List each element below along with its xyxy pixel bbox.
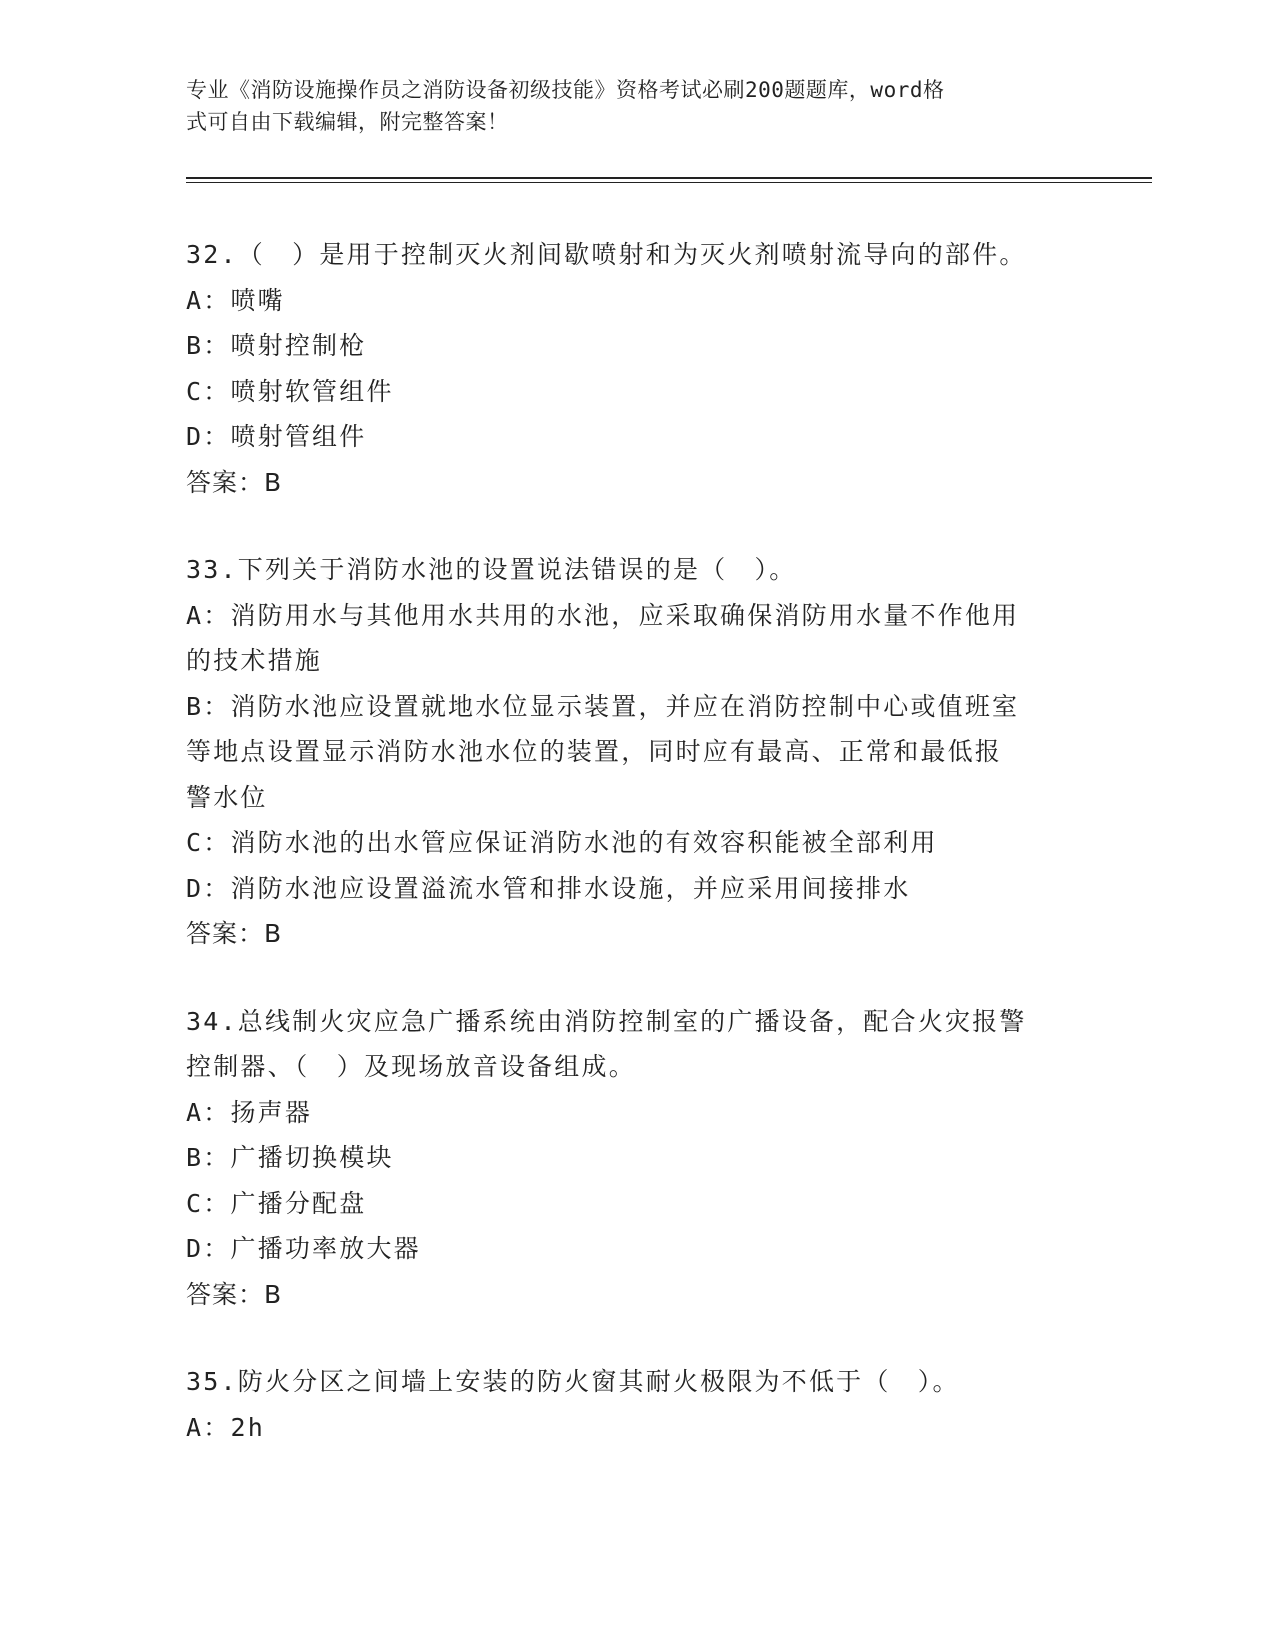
option-c: C：喷射软管组件 <box>186 376 394 406</box>
option-d: D：广播功率放大器 <box>186 1234 421 1263</box>
option-a: A：喷嘴 <box>186 285 285 315</box>
answer-label: 答案：B <box>186 1279 283 1309</box>
question-stem: 32.（ ）是用于控制灭火剂间歇喷射和为灭火剂喷射流导向的部件。 <box>186 240 1027 269</box>
question-stem: 33.下列关于消防水池的设置说法错误的是（ ）。 <box>186 555 797 584</box>
question-stem: 34.总线制火灾应急广播系统由消防控制室的广播设备，配合火灾报警 <box>186 1006 1027 1036</box>
option-d: D：消防水池应设置溢流水管和排水设施，并应采用间接排水 <box>186 873 911 903</box>
question-stem: 35.防火分区之间墙上安装的防火窗其耐火极限为不低于（ ）。 <box>186 1367 960 1396</box>
option-b-continued: 警水位 <box>186 782 268 812</box>
question-item <box>186 1359 1086 1450</box>
option-a-continued: 的技术措施 <box>186 646 323 675</box>
question-stem-continued: 控制器、（ ）及现场放音设备组成。 <box>186 1052 636 1081</box>
answer-label: 答案：B <box>186 919 283 948</box>
document-header <box>186 74 1066 138</box>
option-c: C：广播分配盘 <box>186 1188 367 1218</box>
option-d: D：喷射管组件 <box>186 422 367 451</box>
question-item <box>186 999 1086 1318</box>
option-b-continued: 等地点设置显示消防水池水位的装置，同时应有最高、正常和最低报 <box>186 737 1003 766</box>
question-item <box>186 232 1086 505</box>
option-b: B：喷射控制枪 <box>186 331 367 360</box>
option-a: A：消防用水与其他用水共用的水池，应采取确保消防用水量不作他用 <box>186 600 1020 630</box>
header-line: 专业《消防设施操作员之消防设备初级技能》资格考试必刷200题题库，word格 <box>186 78 945 102</box>
option-a: A：2h <box>186 1412 265 1442</box>
option-c: C：消防水池的出水管应保证消防水池的有效容积能被全部利用 <box>186 828 938 857</box>
option-b: B：广播切换模块 <box>186 1143 394 1172</box>
question-list <box>186 232 1086 1492</box>
question-item <box>186 547 1086 957</box>
header-line: 式可自由下载编辑，附完整答案！ <box>186 110 509 134</box>
header-divider-thick <box>186 177 1152 179</box>
header-divider-thin <box>186 182 1152 183</box>
option-a: A：扬声器 <box>186 1097 313 1127</box>
answer-label: 答案：B <box>186 467 283 497</box>
option-b: B：消防水池应设置就地水位显示装置，并应在消防控制中心或值班室 <box>186 691 1020 721</box>
